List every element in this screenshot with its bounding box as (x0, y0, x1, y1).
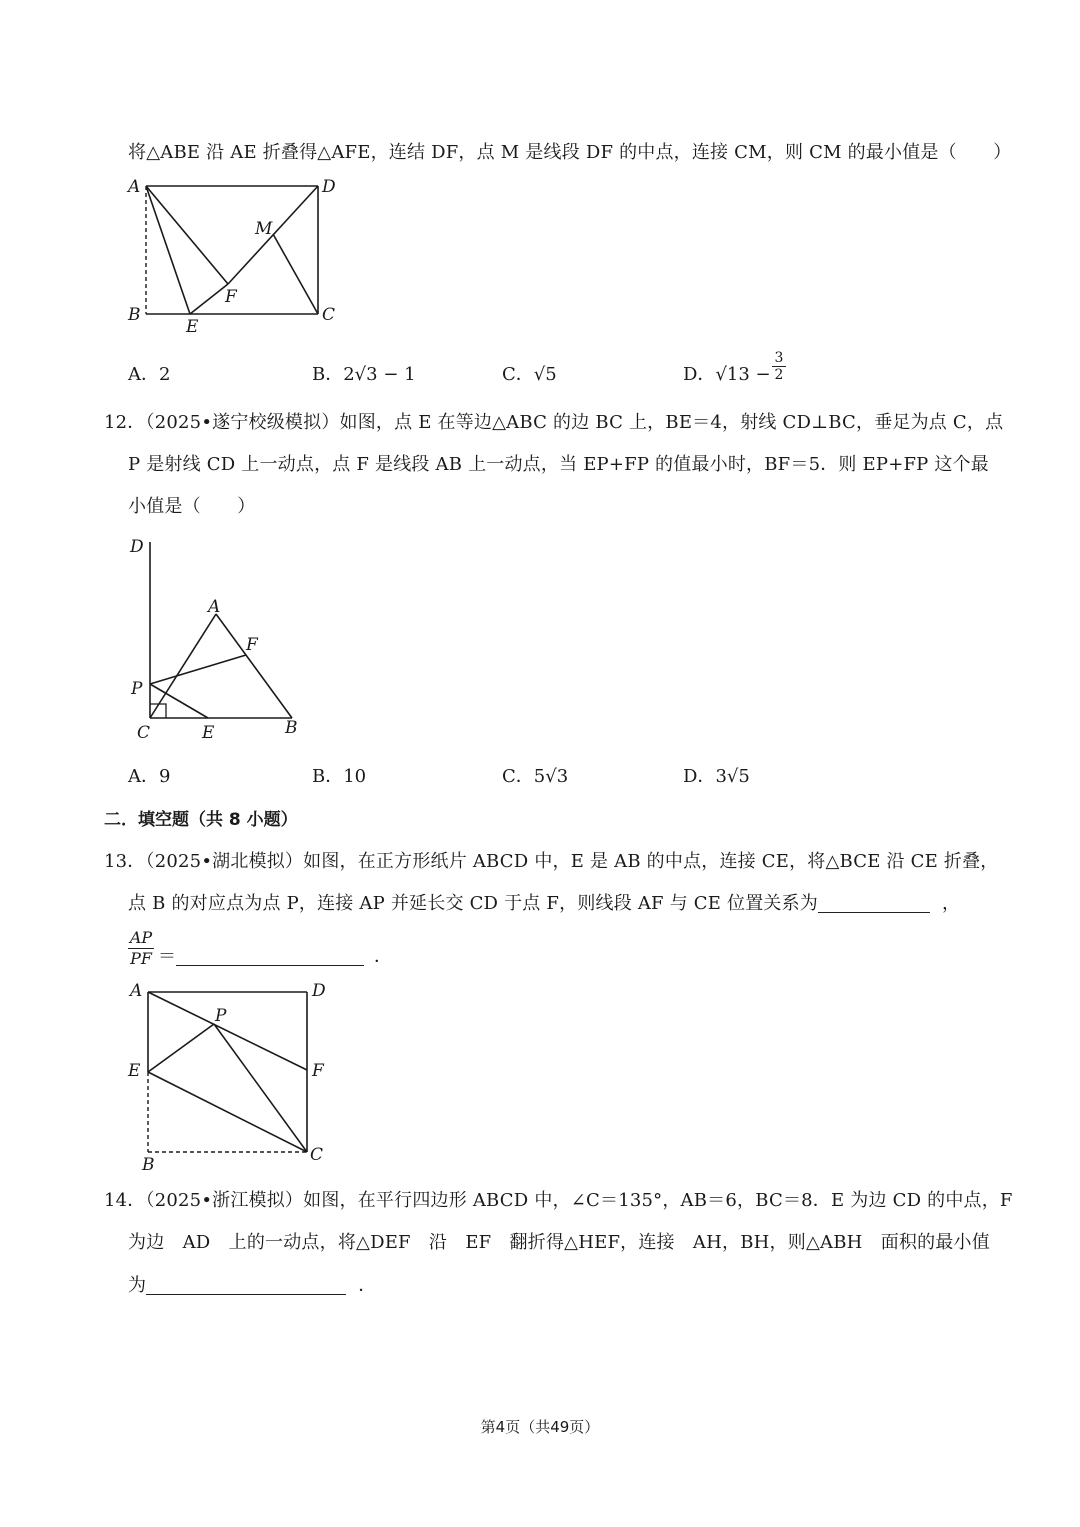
q12-option-a: A．9 (128, 766, 171, 787)
section-title: 二．填空题（共 8 小题） (104, 810, 298, 830)
q14-end: ． (358, 1275, 377, 1296)
q13-label-c: C (310, 1145, 324, 1165)
q13-label-e: E (128, 1061, 141, 1081)
q13-frac-num: AP (129, 928, 153, 947)
q12-line2: P 是射线 CD 上一动点，点 F 是线段 AB 上一动点，当 EP+FP 的值最小时，BF＝5．则 EP+FP 这个最 (128, 454, 990, 475)
q11-option-c-prefix: C． (502, 364, 534, 385)
q12-line3: 小值是（ ） (128, 496, 256, 517)
q11-label-e: E (186, 317, 199, 337)
q11-option-b (312, 360, 416, 386)
q12-option-b: B．10 (312, 766, 367, 787)
q11-label-f: F (225, 287, 237, 307)
q13-figure (120, 976, 340, 1176)
q14-line2: 为边 AD 上的一动点，将△DEF 沿 EF 翻折得△HEF，连接 AH，BH，则△ABH 面积的最小值 (128, 1232, 990, 1253)
q11-label-b: B (128, 305, 141, 325)
q13-answer-blank-1[interactable] (818, 894, 930, 913)
q12-label-d: D (130, 537, 144, 557)
q13-answer-blank-2[interactable] (176, 947, 364, 966)
q13-label-f: F (312, 1061, 324, 1081)
q11-option-d-prefix: D． (683, 364, 716, 385)
q13-label-a: A (130, 981, 143, 1001)
q11-stem: 将△ABE 沿 AE 折叠得△AFE，连结 DF，点 M 是线段 DF 的中点，连接 CM，则 CM 的最小值是（ ） (128, 142, 1012, 163)
q12-label-a: A (208, 597, 221, 617)
q12-figure (122, 532, 322, 747)
q13-answer-row (158, 942, 392, 968)
q14-answer-blank[interactable] (146, 1276, 346, 1295)
q11-option-c (502, 360, 557, 386)
q12-option-c-expr: 5√3 (533, 766, 569, 787)
q11-option-d-expr: √13 − (715, 364, 771, 385)
q13-eq: ＝ (158, 946, 176, 967)
q12-label-p: P (131, 679, 143, 699)
q11-label-c: C (322, 305, 336, 325)
q11-option-d (683, 360, 771, 386)
q13-label-b: B (142, 1155, 155, 1175)
q11-figure (118, 172, 348, 337)
q13-frac-den: PF (130, 949, 152, 968)
q11-label-d: D (322, 177, 336, 197)
q12-label-e: E (202, 723, 215, 743)
q11-option-d-fraction (772, 350, 786, 383)
q11-option-d-frac-num: 3 (772, 350, 786, 367)
q11-option-b-expr: 2√3 − 1 (343, 364, 416, 385)
q11-option-c-expr: √5 (533, 364, 557, 385)
q13-line2-text: 点 B 的对应点为点 P，连接 AP 并延长交 CD 于点 F，则线段 AF 与 CE 位置关系为 (128, 893, 819, 914)
q13-fraction (128, 928, 154, 969)
q11-option-d-frac-den: 2 (774, 367, 784, 383)
q14-line1: 14．（2025•浙江模拟）如图，在平行四边形 ABCD 中，∠C＝135°，AB＝6，BC＝8．E 为边 CD 的中点，F (104, 1190, 1013, 1211)
q11-option-a: A．2 (128, 364, 171, 385)
q11-option-b-prefix: B． (312, 364, 344, 385)
q13-line2 (128, 889, 960, 915)
q13-label-d: D (312, 981, 326, 1001)
q12-label-f: F (246, 635, 258, 655)
q14-line3-text: 为 (128, 1275, 147, 1296)
q12-option-c-prefix: C． (502, 766, 534, 787)
q13-end: ． (374, 946, 392, 967)
page-footer: 第4页（共49页） (480, 1418, 600, 1436)
q12-option-d-expr: 3√5 (715, 766, 750, 787)
q13-line1: 13．（2025•湖北模拟）如图，在正方形纸片 ABCD 中，E 是 AB 的中点，连接 CE，将△BCE 沿 CE 折叠， (104, 851, 999, 872)
q12-option-d-prefix: D． (683, 766, 716, 787)
q12-option-d (683, 762, 750, 788)
q11-label-m: M (255, 219, 273, 239)
q11-label-a: A (128, 177, 141, 197)
q14-line3 (128, 1271, 376, 1297)
q13-line2-end: ， (942, 893, 961, 914)
q12-label-b: B (285, 718, 298, 738)
q13-label-p: P (215, 1006, 227, 1026)
q12-line1: 12．（2025•遂宁校级模拟）如图，点 E 在等边△ABC 的边 BC 上，BE＝4，射线 CD⊥BC，垂足为点 C，点 (104, 412, 1004, 433)
q12-option-c (502, 762, 568, 788)
q12-label-c: C (137, 723, 151, 743)
